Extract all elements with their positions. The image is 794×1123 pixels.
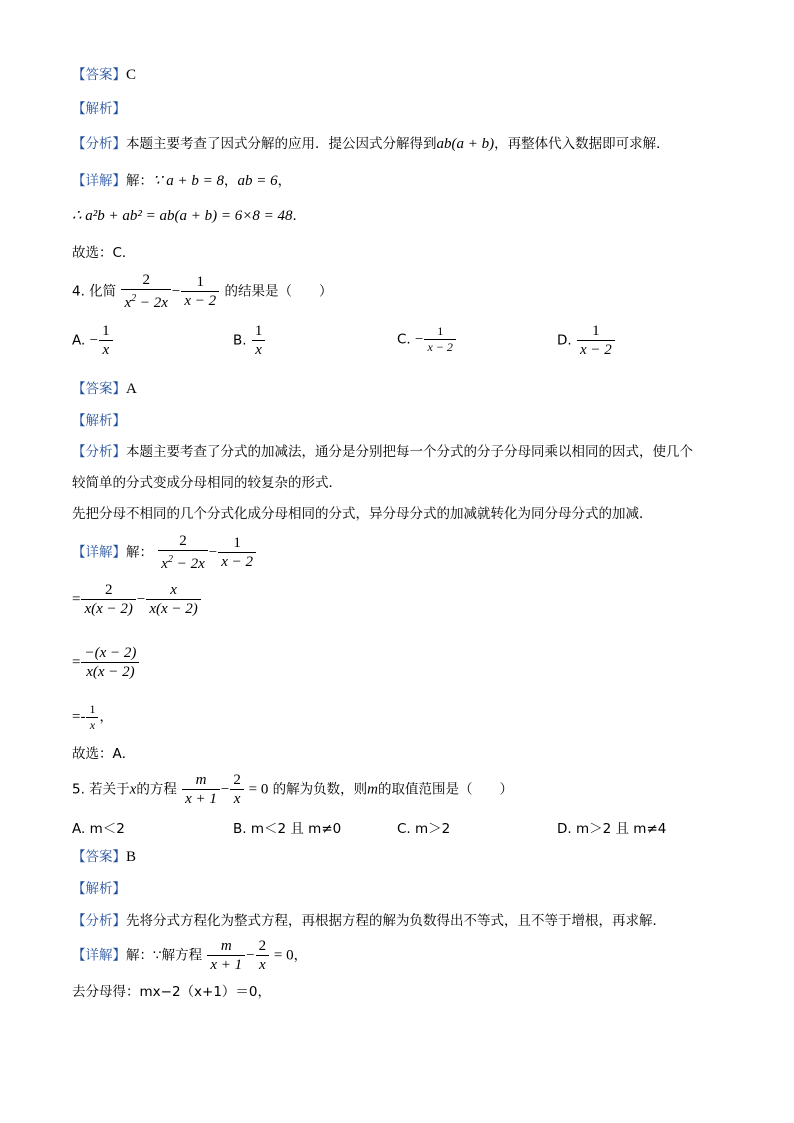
frac: $\frac{1}{x - 2}$ bbox=[424, 325, 455, 354]
detail-label: 【详解】 bbox=[72, 947, 126, 964]
frac: $\frac{m}{x + 1}$ bbox=[207, 938, 245, 973]
frac: $\frac{2}{x^2 - 2x}$ bbox=[121, 272, 170, 311]
q4-choose: 故选：A． bbox=[72, 746, 136, 762]
fenxi-text: 本题主要考查了因式分解的应用．提公因式分解得到 bbox=[126, 136, 437, 152]
calc-expr: ∴ a²b + ab² = ab(a + b) = 6×8 = 48 bbox=[72, 208, 293, 224]
jie-label: 解： bbox=[126, 947, 153, 964]
frac: $\frac{2}{x}$ bbox=[230, 772, 244, 807]
q3-calc-line bbox=[72, 207, 306, 225]
q5-stem-part: 的解为负数，则 bbox=[272, 781, 368, 798]
fenxi-text: 本题主要考查了分式的加减法，通分是分别把每一个分式的分子分母同乘以相同的因式，使几个 bbox=[126, 444, 693, 460]
q5-stem-part: 5. 若关于 bbox=[72, 781, 130, 798]
frac: $\frac{1}{x - 2}$ bbox=[181, 274, 219, 309]
q5-fenxi-line bbox=[72, 912, 666, 930]
q3-fenxi-line bbox=[72, 135, 670, 153]
q4-answer-line bbox=[72, 380, 137, 398]
q3-choose: 故选：C． bbox=[72, 245, 136, 261]
q4-fenxi-line1 bbox=[72, 443, 693, 461]
q5-last-line: 去分母得：mx−2（x+1）＝0， bbox=[72, 984, 272, 1000]
q5-option-d: D. m＞2 且 m≠4 bbox=[557, 821, 667, 837]
answer-label: 【答案】 bbox=[72, 381, 126, 397]
fenxi-label: 【分析】 bbox=[72, 913, 126, 929]
fenxi-text: 先将分式方程化为整式方程，再根据方程的解为负数得出不等式，且不等于增根，再求解． bbox=[126, 913, 666, 929]
frac: $\frac{2}{x}$ bbox=[256, 938, 270, 973]
q5-analysis-label bbox=[72, 880, 126, 898]
fenxi-expr: ab(a + b) bbox=[436, 136, 495, 152]
option-letter: C. bbox=[397, 331, 411, 348]
q4-stem-prefix: 4. 化简 bbox=[72, 283, 117, 300]
frac: $\frac{1}{x - 2}$ bbox=[218, 535, 256, 570]
detail-cond2: ab = 6 bbox=[237, 173, 278, 189]
q4-option-d bbox=[557, 323, 616, 358]
q4-stem: 4. 化简 $\frac{2}{x^2 - 2x}$ − $\frac{1}{x - 2}$ 的结果是（ ） bbox=[72, 272, 333, 311]
q3-analysis-label bbox=[72, 100, 126, 118]
option-letter: D. bbox=[557, 332, 572, 349]
q4-option-c: C. − $\frac{1}{x - 2}$ bbox=[397, 325, 457, 354]
frac: $\frac{2}{x^2 - 2x}$ bbox=[158, 533, 207, 572]
q4-step3 bbox=[72, 700, 113, 734]
q5-stem-part: 的取值范围是（ ） bbox=[378, 781, 513, 798]
frac: $\frac{1}{x}$ bbox=[99, 323, 113, 358]
detail-text: ∵解方程 bbox=[153, 947, 203, 964]
answer-label: 【答案】 bbox=[72, 849, 126, 865]
fenxi-tail: ，再整体代入数据即可求解． bbox=[494, 136, 670, 152]
calc-end: ． bbox=[292, 208, 307, 224]
fenxi-label: 【分析】 bbox=[72, 136, 126, 152]
q5-answer-line bbox=[72, 848, 136, 866]
detail-label: 【详解】 bbox=[72, 173, 126, 189]
frac: $\frac{m}{x + 1}$ bbox=[182, 772, 220, 807]
analysis-label: 【解析】 bbox=[72, 101, 126, 117]
option-letter: B. bbox=[233, 332, 247, 349]
analysis-label: 【解析】 bbox=[72, 881, 126, 897]
answer-value: B bbox=[126, 849, 137, 865]
frac: $\frac{2}{x(x - 2)}$ bbox=[81, 582, 135, 617]
q4-stem-suffix: 的结果是（ ） bbox=[224, 283, 333, 300]
answer-value: A bbox=[126, 381, 137, 397]
jie-label: 解： bbox=[126, 173, 153, 189]
final-suffix: ， bbox=[99, 709, 113, 725]
q4-option-b bbox=[233, 323, 266, 358]
q5-option-c: C. m＞2 bbox=[397, 821, 451, 837]
fenxi-label: 【分析】 bbox=[72, 444, 126, 460]
q5-detail-line: 【详解】解：∵解方程 $\frac{m}{x + 1}$ − $\frac{2}{x}$ = 0， bbox=[72, 938, 308, 973]
frac: $\frac{1}{x}$ bbox=[252, 323, 266, 358]
q5-stem: 5. 若关于x的方程 $\frac{m}{x + 1}$ − $\frac{2}{x}$ = 0 的解为负数，则m的取值范围是（ ） bbox=[72, 772, 513, 807]
q4-detail-line: 【详解】解： $\frac{2}{x^2 - 2x}$ − $\frac{1}{x - 2}$ bbox=[72, 533, 257, 572]
analysis-label: 【解析】 bbox=[72, 413, 126, 429]
q5-option-b: B. m＜2 且 m≠0 bbox=[233, 821, 342, 837]
q4-analysis-label bbox=[72, 412, 126, 430]
frac: $\frac{1}{x}$ bbox=[86, 703, 98, 732]
q4-fenxi-line3: 先把分母不相同的几个分式化成分母相同的分式，异分母分式的加减就转化为同分母分式的加减． bbox=[72, 506, 653, 522]
detail-sep: ， bbox=[224, 173, 238, 189]
detail-end: ， bbox=[293, 947, 308, 964]
frac: $\frac{x}{x(x - 2)}$ bbox=[146, 582, 200, 617]
detail-end: ， bbox=[277, 173, 292, 189]
q5-var-x: x bbox=[129, 781, 137, 798]
q4-fenxi-line2: 较简单的分式变成分母相同的较复杂的形式． bbox=[72, 475, 342, 491]
equals-sign: = bbox=[72, 654, 81, 671]
q4-option-a: A. − $\frac{1}{x}$ bbox=[72, 323, 114, 358]
detail-label: 【详解】 bbox=[72, 544, 126, 561]
q5-stem-part: 的方程 bbox=[136, 781, 177, 798]
final-prefix: =- bbox=[72, 709, 86, 725]
frac: $\frac{-(x - 2)}{x(x - 2)}$ bbox=[81, 645, 139, 680]
answer-label: 【答案】 bbox=[72, 67, 126, 83]
q3-detail-line bbox=[72, 172, 291, 190]
q5-option-a: A. m＜2 bbox=[72, 821, 125, 837]
equals-sign: = bbox=[72, 591, 81, 608]
answer-value: C bbox=[126, 67, 137, 83]
q4-step1: = $\frac{2}{x(x - 2)}$ − $\frac{x}{x(x - 2)}$ bbox=[72, 582, 202, 617]
q5-var-m: m bbox=[367, 781, 378, 798]
jie-label: 解： bbox=[126, 544, 153, 561]
detail-cond1: ∵ a + b = 8 bbox=[153, 173, 225, 189]
frac: $\frac{1}{x - 2}$ bbox=[577, 323, 615, 358]
option-letter: A. bbox=[72, 332, 86, 349]
q4-step2 bbox=[72, 645, 140, 680]
q3-answer-line bbox=[72, 66, 136, 84]
